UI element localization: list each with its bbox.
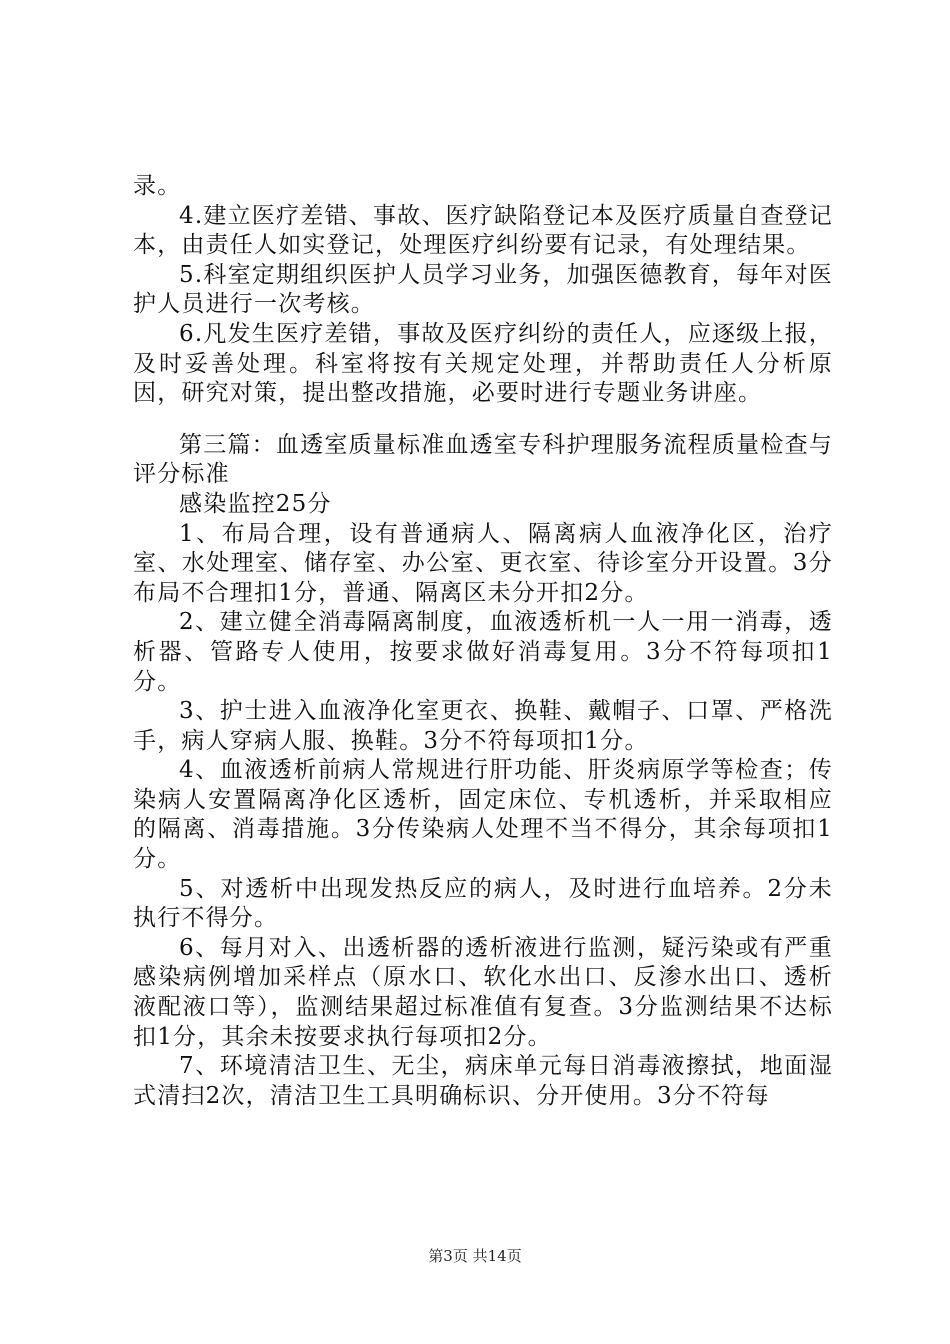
criterion-5: 5、对透析中出现发热反应的病人，及时进行血培养。2分未执行不得分。 <box>133 875 833 932</box>
document-body <box>133 172 833 1111</box>
paragraph-item-6: 6.凡发生医疗差错，事故及医疗纠纷的责任人，应逐级上报，及时妥善处理。科室将按有关规定处理，并帮助责任人分析原因，研究对策，提出整改措施，必要时进行专题业务讲座。 <box>133 320 833 407</box>
criterion-3: 3、护士进入血液净化室更衣、换鞋、戴帽子、口罩、严格洗手，病人穿病人服、换鞋。3分不符每项扣1分。 <box>133 698 833 754</box>
page-number: 第3页 共14页 <box>428 1247 522 1265</box>
criterion-6: 6、每月对入、出透析器的透析液进行监测，疑污染或有严重感染病例增加采样点（原水口、软化水出口、反渗水出口、透析液配液口等），监测结果超过标准值有复查。3分监测结果不达标扣1分，其余未按要求执行每项扣2分。 <box>133 934 833 1050</box>
section-heading: 第三篇：血透室质量标准血透室专科护理服务流程质量检查与评分标准 <box>133 431 833 488</box>
subsection-heading: 感染监控25分 <box>179 490 332 517</box>
section-gap <box>133 409 833 431</box>
paragraph-continuation: 录。 <box>133 173 182 199</box>
criterion-2: 2、建立健全消毒隔离制度，血液透析机一人一用一消毒，透析器、管路专人使用，按要求做好消毒复用。3分不符每项扣1分。 <box>133 609 833 695</box>
criterion-4: 4、血液透析前病人常规进行肝功能、肝炎病原学等检查；传染病人安置隔离净化区透析，固定床位、专机透析，并采取相应的隔离、消毒措施。3分传染病人处理不当不得分，其余每项扣1分。 <box>133 757 833 873</box>
paragraph-item-4: 4.建立医疗差错、事故、医疗缺陷登记本及医疗质量自查登记本，由责任人如实登记，处理医疗纠纷要有记录，有处理结果。 <box>133 202 833 259</box>
criterion-7: 7、环境清洁卫生、无尘，病床单元每日消毒液擦拭，地面湿式清扫2次，清洁卫生工具明确标识、分开使用。3分不符每 <box>133 1053 833 1109</box>
criterion-1: 1、布局合理，设有普通病人、隔离病人血液净化区，治疗室、水处理室、储存室、办公室、更衣室、待诊室分开设置。3分布局不合理扣1分，普通、隔离区未分开扣2分。 <box>133 520 833 606</box>
paragraph-item-5: 5.科室定期组织医护人员学习业务，加强医德教育，每年对医护人员进行一次考核。 <box>133 261 833 318</box>
